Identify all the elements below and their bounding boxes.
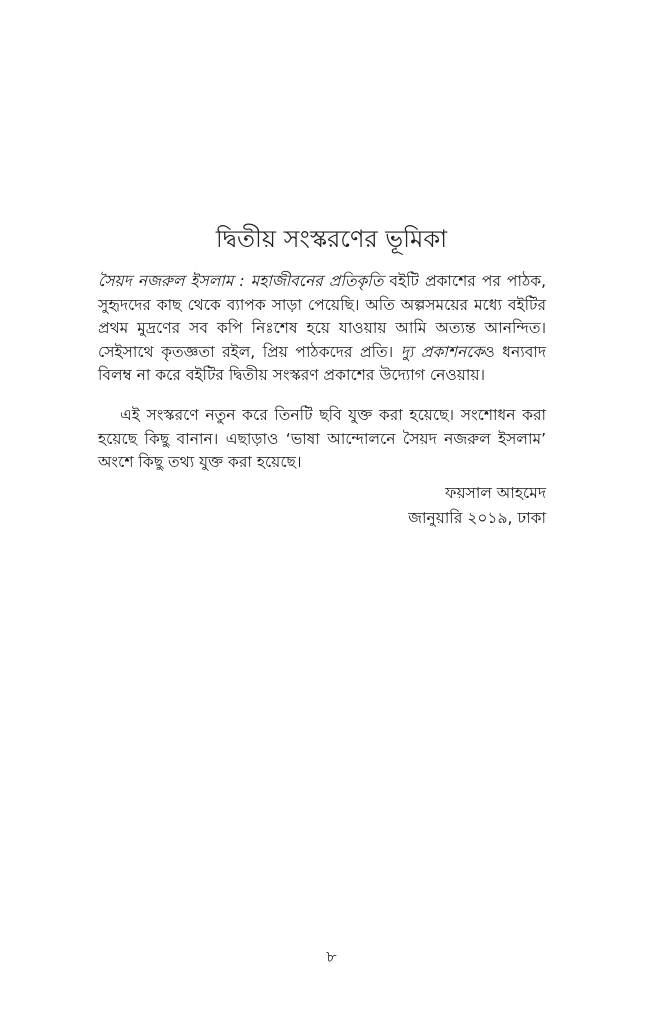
- author-name: ফয়সাল আহমেদ: [445, 484, 546, 502]
- page-number: ৮: [326, 947, 337, 966]
- page-title: দ্বিতীয় সংস্করণের ভূমিকা: [215, 225, 448, 253]
- publisher-name-italic: দ্যু প্রকাশনকে: [400, 342, 484, 361]
- paragraph-first-text-a: বইটি প্রকাশের পর পাঠক, সুহৃদদের কাছ থেকে ব্যাপক সাড়া পেয়েছি। অতি অল্পসময়ের মধ্যে বইটির প্রথম মুদ্রণের সব কপি নিঃশেষ হয়ে যাওয়ায় আমি অত্যন্ত আনন্দিত। সেইসাথে কৃতজ্ঞতা রইল, প্রিয় পাঠকদের প্রতি।: [98, 272, 547, 361]
- book-title-italic: সৈয়দ নজরুল ইসলাম : মহাজীবনের প্রতিকৃতি: [98, 272, 384, 290]
- paragraph-first: [98, 270, 546, 388]
- signature-block: [408, 481, 546, 531]
- paragraph-first-text-b: ও ধন্যবাদ বিলম্ব না করে বইটির দ্বিতীয় সংস্করণ প্রকাশের উদ্যোগ নেওয়ায়।: [98, 342, 546, 384]
- paragraph-second: এই সংস্করণে নতুন করে তিনটি ছবি যুক্ত করা হয়েছে। সংশোধন করা হয়েছে কিছু বানান। এছাড়াও ‘ভাষা আন্দোলনে সৈয়দ নজরুল ইসলাম’ অংশে কিছু তথ্য যুক্ত করা হয়েছে।: [98, 406, 546, 471]
- date-place: জানুয়ারি ২০১৯, ঢাকা: [408, 509, 546, 527]
